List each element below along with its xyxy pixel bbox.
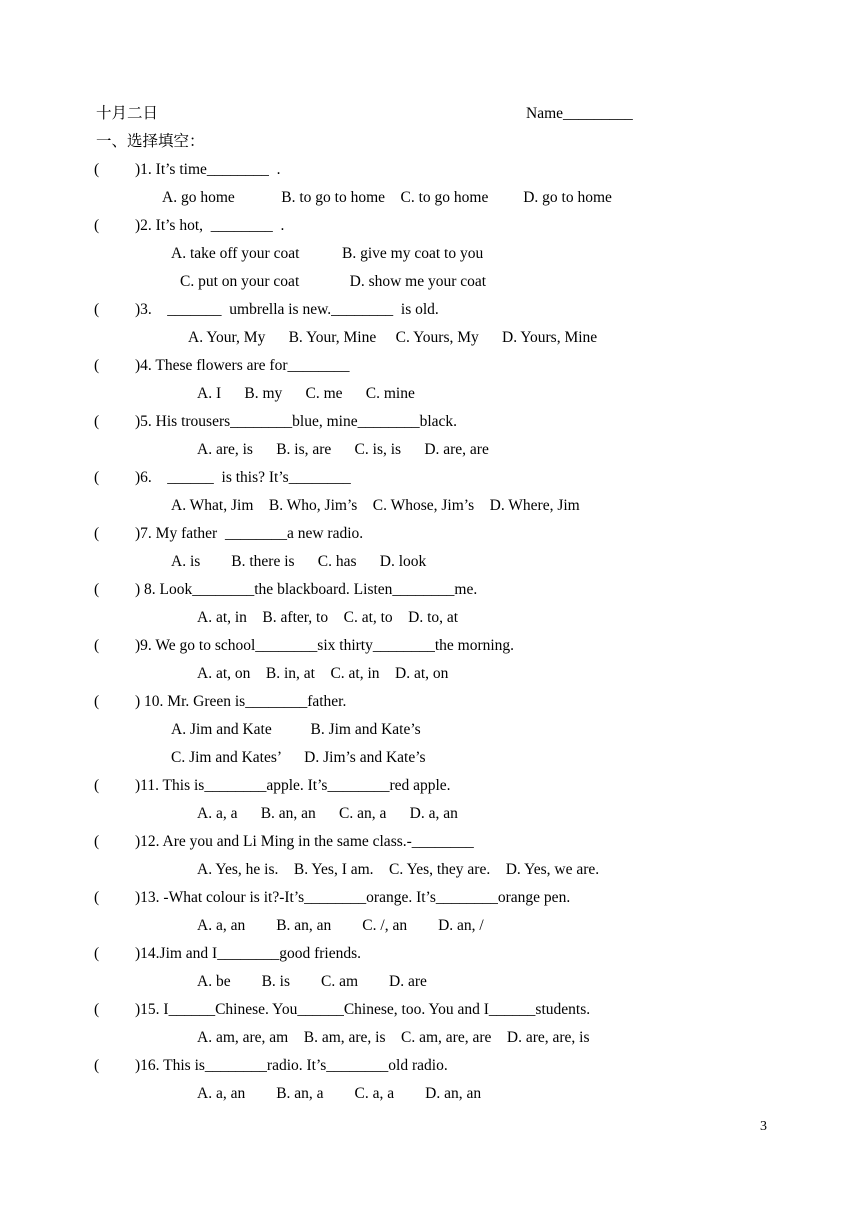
question-stem: )15. I______Chinese. You______Chinese, too. You and I______students.: [135, 1001, 591, 1018]
section-title: 一、选择填空：: [96, 133, 205, 150]
question-stem: )1. It’s time________ .: [135, 161, 281, 178]
question-stem: ) 8. Look________the blackboard. Listen________me.: [135, 581, 478, 598]
question-options: A. Jim and Kate B. Jim and Kate’s: [171, 721, 421, 738]
page-number: 3: [760, 1119, 767, 1134]
question-paren: (: [94, 777, 100, 794]
question-stem: )13. -What colour is it?-It’s________orange. It’s________orange pen.: [135, 889, 571, 906]
question-options: A. Yes, he is. B. Yes, I am. C. Yes, they are. D. Yes, we are.: [197, 861, 600, 878]
question-stem: )16. This is________radio. It’s________old radio.: [135, 1057, 448, 1074]
question-paren: (: [94, 525, 100, 542]
question-options: A. What, Jim B. Who, Jim’s C. Whose, Jim’s D. Where, Jim: [171, 497, 580, 514]
question-paren: (: [94, 581, 100, 598]
question-options: A. I B. my C. me C. mine: [197, 385, 415, 402]
question-stem: )2. It’s hot, ________ .: [135, 217, 285, 234]
question-stem: )14.Jim and I________good friends.: [135, 945, 362, 962]
question-stem: )6. ______ is this? It’s________: [135, 469, 351, 486]
question-options: A. is B. there is C. has D. look: [171, 553, 427, 570]
question-paren: (: [94, 637, 100, 654]
question-options: C. put on your coat D. show me your coat: [180, 273, 487, 290]
question-paren: (: [94, 217, 100, 234]
question-paren: (: [94, 357, 100, 374]
question-options: A. at, in B. after, to C. at, to D. to, at: [197, 609, 459, 626]
question-options: A. at, on B. in, at C. at, in D. at, on: [197, 665, 449, 682]
question-options: C. Jim and Kates’ D. Jim’s and Kate’s: [171, 749, 426, 766]
question-paren: (: [94, 413, 100, 430]
question-stem: )7. My father ________a new radio.: [135, 525, 364, 542]
question-paren: (: [94, 301, 100, 318]
header-date: 十月二日: [96, 105, 159, 122]
question-options: A. Your, My B. Your, Mine C. Yours, My D. Yours, Mine: [188, 329, 598, 346]
question-options: A. a, a B. an, an C. an, a D. a, an: [197, 805, 458, 822]
question-paren: (: [94, 1001, 100, 1018]
question-stem: )5. His trousers________blue, mine________black.: [135, 413, 458, 430]
question-stem: )4. These flowers are for________: [135, 357, 350, 374]
question-options: A. a, an B. an, an C. /, an D. an, /: [197, 917, 484, 934]
question-stem: )12. Are you and Li Ming in the same class.-________: [135, 833, 474, 850]
question-options: A. take off your coat B. give my coat to you: [171, 245, 484, 262]
question-options: A. a, an B. an, a C. a, a D. an, an: [197, 1085, 482, 1102]
question-paren: (: [94, 833, 100, 850]
question-paren: (: [94, 1057, 100, 1074]
question-paren: (: [94, 469, 100, 486]
question-stem: )11. This is________apple. It’s________red apple.: [135, 777, 451, 794]
question-options: A. am, are, am B. am, are, is C. am, are, are D. are, are, is: [197, 1029, 590, 1046]
question-stem: )3. _______ umbrella is new.________ is old.: [135, 301, 439, 318]
question-stem: )9. We go to school________six thirty________the morning.: [135, 637, 515, 654]
question-paren: (: [94, 889, 100, 906]
name-label: Name_________: [526, 105, 633, 122]
question-paren: (: [94, 945, 100, 962]
question-stem: ) 10. Mr. Green is________father.: [135, 693, 347, 710]
question-options: A. be B. is C. am D. are: [197, 973, 427, 990]
question-paren: (: [94, 161, 100, 178]
question-options: A. go home B. to go to home C. to go home D. go to home: [162, 189, 612, 206]
question-options: A. are, is B. is, are C. is, is D. are, are: [197, 441, 489, 458]
question-paren: (: [94, 693, 100, 710]
